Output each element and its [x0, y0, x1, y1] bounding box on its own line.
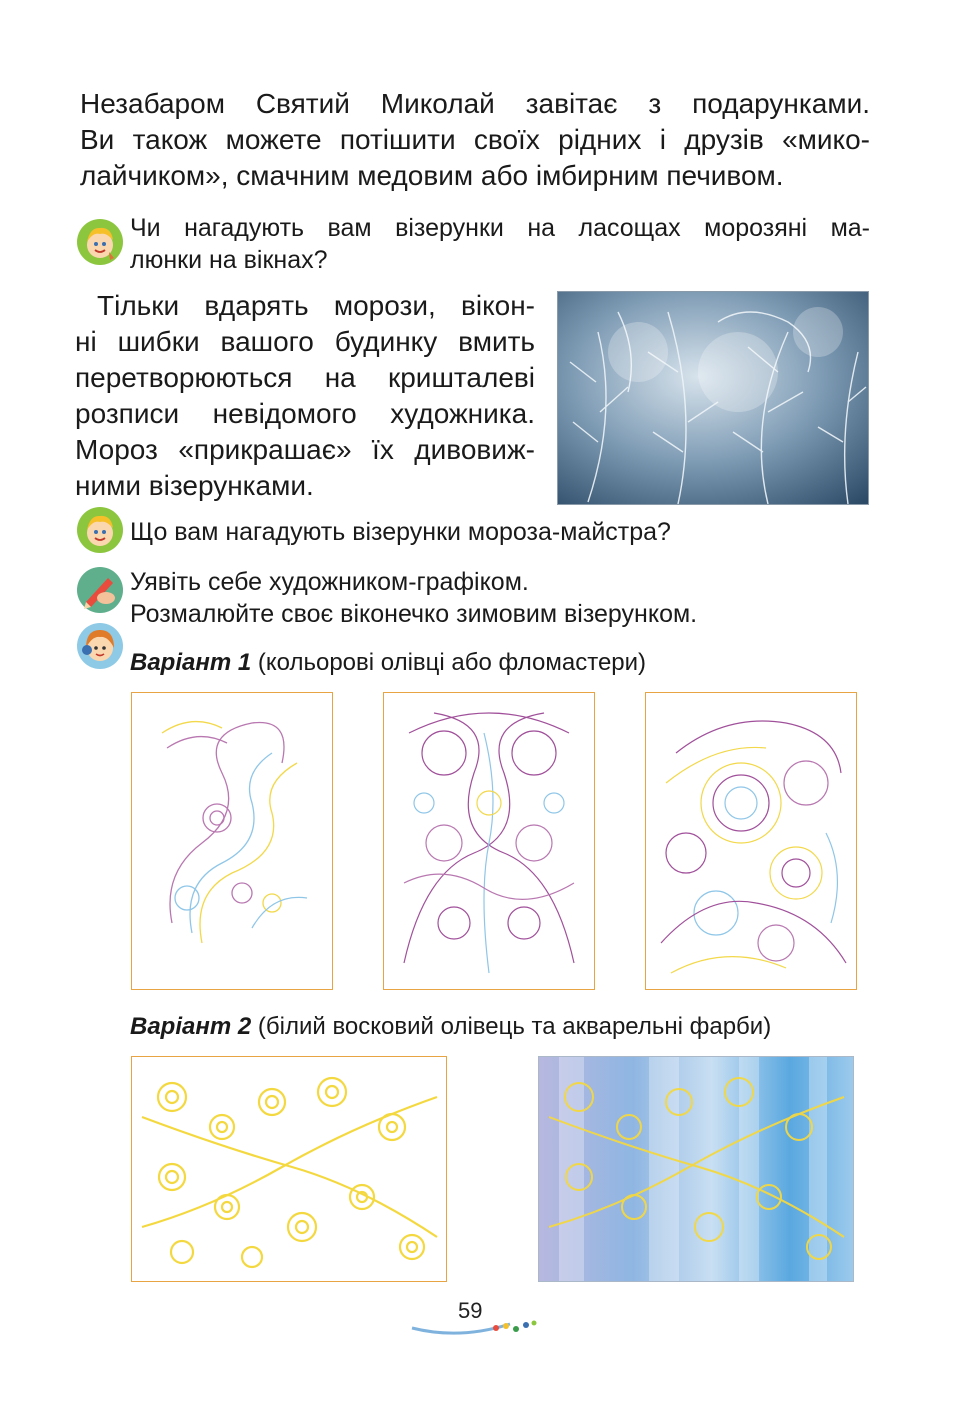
page-number: 59 [458, 1298, 483, 1323]
frost-window-photo [557, 291, 869, 505]
boy-face-icon [76, 506, 124, 554]
frost-line: Тільки вдарять морози, вікон- [97, 290, 535, 321]
variant-2-watercolor-drawing [538, 1056, 854, 1282]
question-1 [130, 212, 870, 276]
variant-2-heading [130, 1012, 771, 1042]
intro-line: Незабаром Святий Миколай завітає з подарунками. [80, 88, 870, 119]
variant-1-drawing-dense [383, 692, 595, 990]
question-2: Що вам нагадують візерунки мороза-майстра? [130, 518, 671, 546]
variant-1-note: (кольорові олівці або фломастери) [257, 649, 647, 676]
variant-1-drawing-full [645, 692, 857, 990]
question-1-line: люнки на вікнах? [130, 246, 328, 274]
boy-face-icon [76, 218, 124, 266]
variant-1-label: Варіант 1 [130, 649, 252, 676]
frost-line: розписи невідомого художника. [75, 398, 535, 429]
task-text [130, 566, 697, 630]
frost-line: ними візерунками. [75, 470, 314, 501]
question-1-line: Чи нагадують вам візерунки на ласощах морозяні ма- [130, 214, 870, 242]
pencil-hand-icon [76, 566, 124, 614]
frost-paragraph [75, 288, 535, 504]
frost-line: ні шибки вашого будинку вмить [75, 326, 535, 357]
task-line: Уявіть себе художником-графіком. [130, 568, 529, 596]
frost-line: Мороз «прикрашає» їх дивовиж- [75, 434, 535, 465]
intro-line: лайчиком», смачним медовим або імбирним печивом. [80, 160, 784, 191]
girl-headphones-icon [76, 622, 124, 670]
variant-2-wax-drawing [131, 1056, 447, 1282]
variant-1-heading [130, 648, 646, 678]
variant-2-note: (білий восковий олівець та акварельні фарби) [257, 1013, 772, 1040]
frost-line: перетворюються на кришталеві [75, 362, 535, 393]
task-line: Розмалюйте своє віконечко зимовим візерунком. [130, 600, 698, 628]
intro-paragraph [80, 86, 870, 194]
intro-line: Ви також можете потішити своїх рідних і друзів «мико- [80, 124, 870, 155]
variant-1-drawing-sparse [131, 692, 333, 990]
variant-2-label: Варіант 2 [130, 1013, 252, 1040]
